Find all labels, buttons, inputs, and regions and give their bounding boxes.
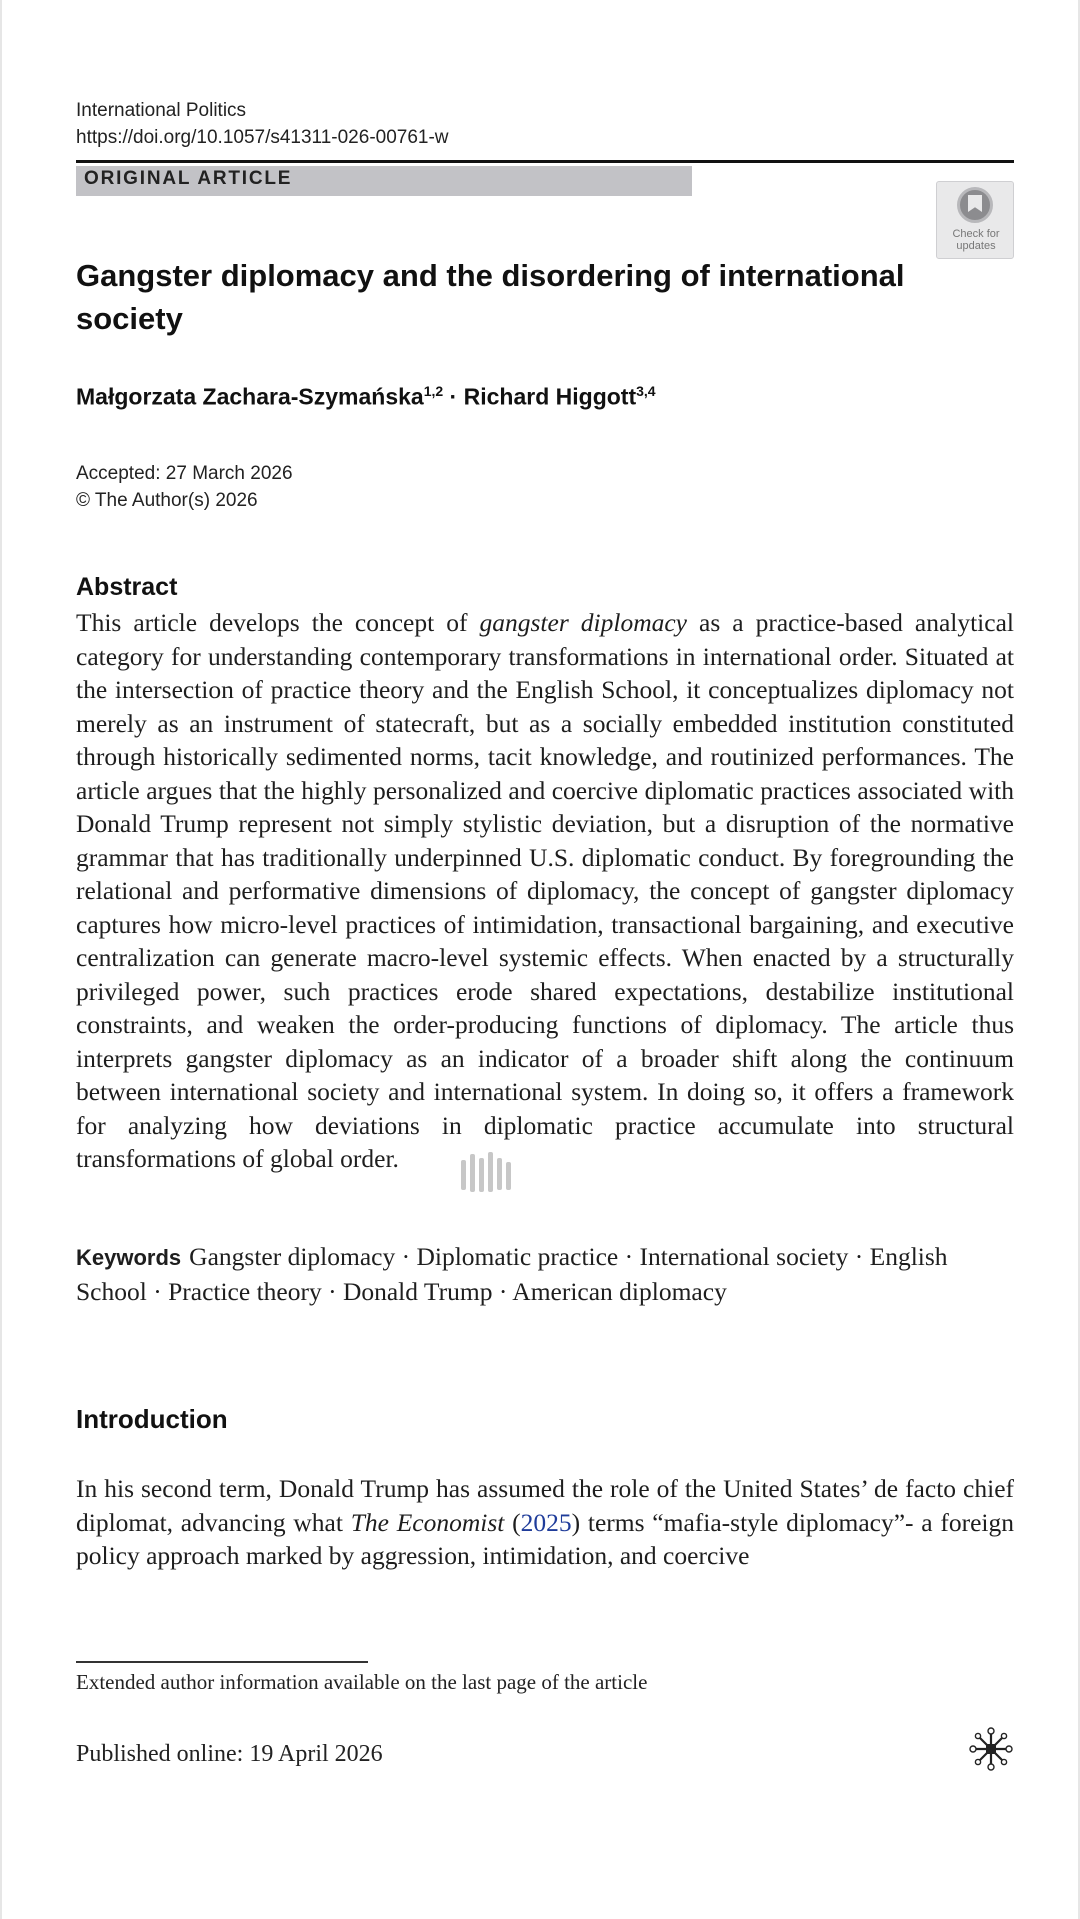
page-edge-left	[0, 0, 2, 1919]
journal-name: International Politics	[76, 100, 247, 121]
keywords-block	[76, 1240, 1014, 1309]
published-online-date: Published online: 19 April 2026	[76, 1741, 383, 1767]
footnote-text: Extended author information available on the last page of the article	[76, 1670, 648, 1694]
palgrave-logo-icon	[968, 1726, 1014, 1772]
introduction-text: In his second term, Donald Trump has assumed the role of the United States’ de facto chief diplomat, advancing what The Economist (2025) terms “mafia-style diplomacy”- a foreign policy approach marked by aggression, intimidation, and coercive	[76, 1474, 1015, 1570]
check-for-updates-button[interactable]	[936, 181, 1014, 259]
keywords-list: Gangster diplomacy · Diplomatic practice · International society · English School · Practice theory · Donald Trump · American diplomacy	[76, 1242, 948, 1306]
keywords-label: Keywords	[76, 1245, 182, 1270]
header-rule	[76, 160, 1014, 163]
intro-italic-source: The Economist	[350, 1507, 505, 1537]
author-name[interactable]: Richard Higgott	[463, 383, 637, 410]
author-name[interactable]: Małgorzata Zachara-Szymańska	[76, 383, 424, 410]
check-for-updates-label: Check for updates	[952, 228, 1000, 252]
journal-header	[76, 97, 449, 151]
accepted-date: Accepted: 27 March 2026	[76, 463, 293, 484]
introduction-heading: Introduction	[76, 1404, 228, 1434]
author-affiliation: 3,4	[636, 383, 656, 399]
watermark-icon	[455, 1150, 525, 1196]
copyright-notice: © The Author(s) 2026	[76, 490, 258, 511]
author-separator: ·	[443, 383, 464, 410]
article-dates	[76, 460, 293, 514]
footnote-rule	[76, 1661, 368, 1663]
article-title: Gangster diplomacy and the disordering of international society	[76, 258, 905, 336]
author-list	[76, 383, 656, 411]
abstract-italic-term: gangster diplomacy	[479, 608, 687, 637]
doi-link[interactable]: https://doi.org/10.1057/s41311-026-00761-w	[76, 127, 449, 148]
citation-link[interactable]: 2025	[520, 1507, 572, 1537]
abstract-text: This article develops the concept of gangster diplomacy as a practice-based analytical category for understanding contemporary transformations in international order. Situated at the intersection of practice theory and the English School, it conceptualizes diplomacy not merely as an instrument of statecraft, but as a socially embedded institution constituted through historically sedimented norms, tacit knowledge, and routinized performances. The article argues that the highly personalized and coercive diplomatic practices associated with Donald Trump represent not simply stylistic deviation, but a disruption of the normative grammar that has traditionally underpinned U.S. diplomatic conduct. By foregrounding the relational and performative dimensions of diplomacy, the concept of gangster diplomacy captures how micro-level practices of intimidation, transactional bargaining, and executive centralization can generate macro-level systemic effects. When enacted by a structurally privileged power, such practices erode shared expectations, destabilize institutional constraints, and weaken the order-producing functions of diplomacy. The article thus interprets gangster diplomacy as an indicator of a broader shift along the continuum between international society and international system. In doing so, it offers a framework for analyzing how deviations in diplomatic practice accumulate into structural transformations of global order.	[76, 608, 1014, 1173]
abstract-heading: Abstract	[76, 573, 178, 601]
author-affiliation: 1,2	[423, 383, 444, 399]
article-type-label: ORIGINAL ARTICLE	[84, 168, 293, 189]
